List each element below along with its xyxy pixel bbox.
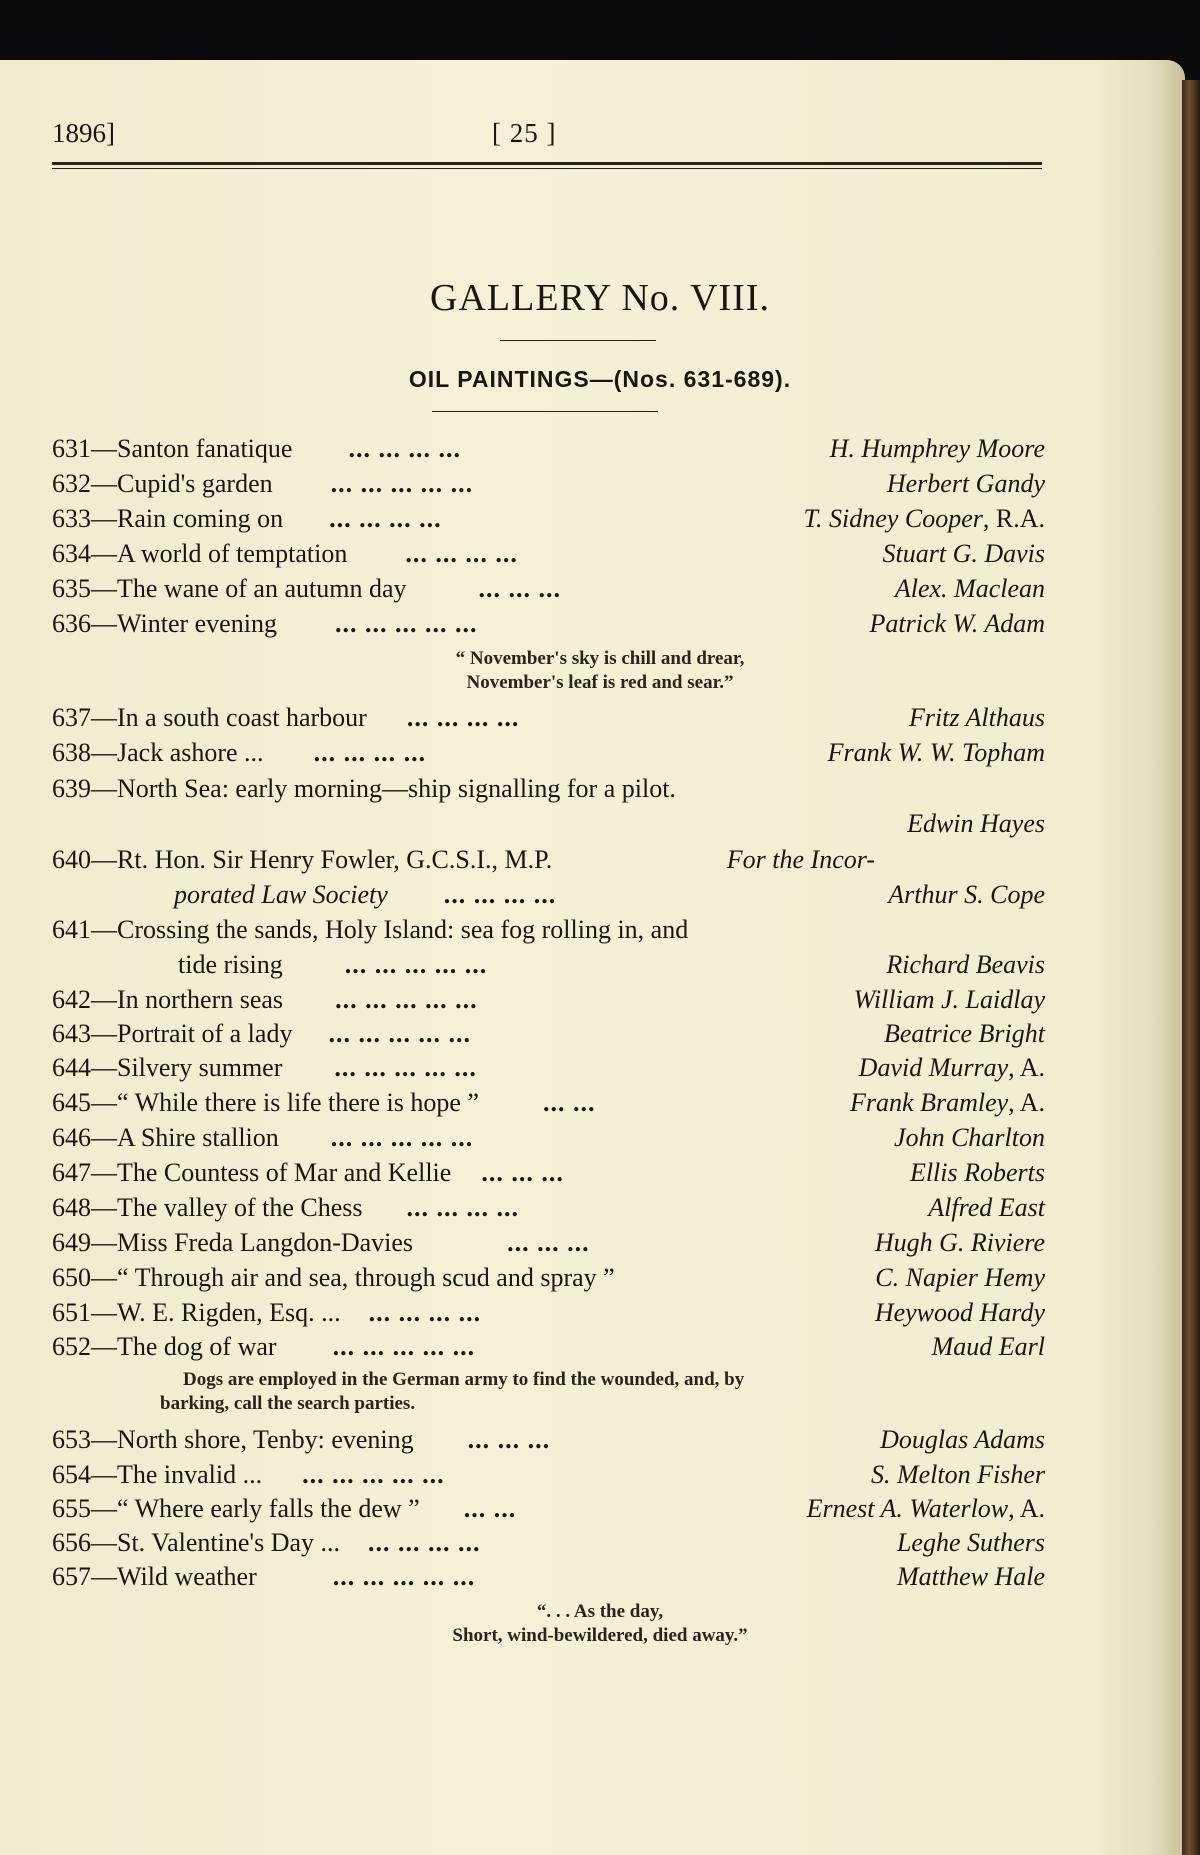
leader-dots: ... ... ... ... ... bbox=[334, 609, 478, 638]
entry-title: 639—North Sea: early morning—ship signalling for a pilot. bbox=[52, 774, 676, 803]
entry-635 bbox=[52, 571, 1045, 607]
entry-655 bbox=[52, 1491, 1045, 1527]
entry-631 bbox=[52, 431, 1045, 467]
artist: S. Melton Fisher bbox=[870, 1460, 1045, 1489]
artist: Arthur S. Cope bbox=[888, 880, 1045, 909]
page-edge bbox=[1182, 80, 1200, 1855]
artist-suffix: , A. bbox=[1008, 1494, 1045, 1523]
artist: C. Napier Hemy bbox=[875, 1263, 1045, 1292]
leader-dots: ... ... ... ... ... bbox=[344, 950, 488, 979]
entry-651 bbox=[52, 1295, 1045, 1331]
entry-title: 646—A Shire stallion bbox=[52, 1123, 279, 1152]
leader-dots: ... ... ... bbox=[481, 1158, 564, 1187]
artist: Beatrice Bright bbox=[883, 1019, 1045, 1048]
leader-dots: ... ... ... ... bbox=[313, 738, 427, 767]
note-line: Dogs are employed in the German army to find the wounded, and, by bbox=[183, 1369, 745, 1390]
entry-643 bbox=[52, 1016, 1045, 1052]
note-652 bbox=[160, 1368, 1020, 1416]
entry-640-cont bbox=[52, 877, 1045, 913]
header-rule-thin bbox=[52, 168, 1042, 169]
entry-638 bbox=[52, 735, 1045, 771]
artist: H. Humphrey Moore bbox=[829, 434, 1045, 463]
entry-title: 649—Miss Freda Langdon-Davies bbox=[52, 1228, 414, 1257]
entry-639 bbox=[52, 771, 1045, 807]
entry-title: 654—The invalid ... bbox=[52, 1460, 263, 1489]
leader-dots: ... ... ... ... bbox=[329, 504, 442, 533]
entry-654 bbox=[52, 1457, 1045, 1493]
leader-dots: ... ... ... ... ... bbox=[330, 1123, 474, 1152]
entry-title: 655—“ Where early falls the dew ” bbox=[52, 1494, 420, 1523]
entry-title: 651—W. E. Rigden, Esq. ... bbox=[52, 1298, 341, 1327]
artist-suffix: , A. bbox=[1008, 1088, 1045, 1117]
entry-title: 633—Rain coming on bbox=[52, 504, 284, 533]
entry-649 bbox=[52, 1225, 1045, 1261]
entry-title: 644—Silvery summer bbox=[52, 1053, 283, 1082]
entry-646 bbox=[52, 1120, 1045, 1156]
leader-dots: ... ... ... bbox=[507, 1228, 590, 1257]
leader-dots: ... ... ... ... bbox=[406, 703, 520, 732]
leader-dots: ... ... ... bbox=[467, 1425, 551, 1454]
entry-637 bbox=[52, 700, 1045, 736]
entry-title: 641—Crossing the sands, Holy Island: sea fog rolling in, and bbox=[52, 915, 689, 944]
artist: Patrick W. Adam bbox=[869, 609, 1045, 638]
artist: Maud Earl bbox=[931, 1332, 1045, 1361]
entry-title: 632—Cupid's garden bbox=[52, 469, 273, 498]
entry-647 bbox=[52, 1155, 1045, 1191]
leader-dots: ... ... ... ... ... bbox=[334, 1053, 477, 1082]
artist: Herbert Gandy bbox=[886, 469, 1045, 498]
entry-title: 645—“ While there is life there is hope ” bbox=[52, 1088, 479, 1117]
entry-title: porated Law Society bbox=[174, 880, 388, 909]
entry-title: 631—Santon fanatique bbox=[52, 434, 293, 463]
header-rule bbox=[52, 162, 1042, 165]
artist: Stuart G. Davis bbox=[882, 539, 1045, 568]
quote-line: Short, wind-bewildered, died away.” bbox=[452, 1625, 748, 1646]
leader-dots: ... ... ... ... ... bbox=[335, 985, 478, 1014]
note-line: barking, call the search parties. bbox=[160, 1393, 416, 1414]
entry-title: 648—The valley of the Chess bbox=[52, 1193, 363, 1222]
artist: Alfred East bbox=[928, 1193, 1045, 1222]
artist-suffix: , A. bbox=[1008, 1053, 1045, 1082]
artist: John Charlton bbox=[894, 1123, 1045, 1152]
entry-640 bbox=[52, 842, 1045, 878]
section-title: OIL PAINTINGS—(Nos. 631-689). bbox=[408, 366, 792, 392]
entry-title: 637—In a south coast harbour bbox=[52, 703, 367, 732]
entry-645 bbox=[52, 1085, 1045, 1121]
entry-657 bbox=[52, 1559, 1045, 1595]
leader-dots: ... ... ... ... bbox=[368, 1528, 481, 1557]
section-rule bbox=[432, 411, 658, 412]
entry-648 bbox=[52, 1190, 1045, 1226]
leader-dots: ... ... ... ... bbox=[348, 434, 461, 463]
artist: Douglas Adams bbox=[880, 1425, 1045, 1454]
entry-636 bbox=[52, 606, 1045, 642]
page-number: [ 25 ] bbox=[492, 118, 557, 148]
entry-653 bbox=[52, 1422, 1045, 1458]
artist: Hugh G. Riviere bbox=[874, 1228, 1045, 1257]
artist: William J. Laidlay bbox=[853, 985, 1045, 1014]
artist: Matthew Hale bbox=[896, 1562, 1045, 1591]
leader-dots: ... ... ... ... ... bbox=[332, 1332, 476, 1361]
entry-title: 638—Jack ashore ... bbox=[52, 738, 264, 767]
quote-636 bbox=[0, 647, 1200, 695]
title-rule bbox=[500, 340, 656, 341]
entry-title: 643—Portrait of a lady bbox=[52, 1019, 293, 1048]
entry-652 bbox=[52, 1329, 1045, 1365]
leader-dots: ... ... ... ... bbox=[406, 1193, 519, 1222]
artist: Leghe Suthers bbox=[896, 1528, 1045, 1557]
entry-634 bbox=[52, 536, 1045, 572]
quote-657 bbox=[0, 1600, 1200, 1648]
entry-title: 642—In northern seas bbox=[52, 985, 284, 1014]
leader-dots: ... ... ... ... ... bbox=[302, 1460, 445, 1489]
entry-641 bbox=[52, 912, 1045, 948]
artist: Alex. Maclean bbox=[894, 574, 1045, 603]
year: 1896] bbox=[52, 118, 115, 148]
quote-line: “. . . As the day, bbox=[536, 1601, 664, 1622]
leader-dots: ... ... ... ... bbox=[368, 1298, 482, 1327]
artist: Ellis Roberts bbox=[909, 1158, 1045, 1187]
entry-title: 650—“ Through air and sea, through scud and spray ” bbox=[52, 1263, 615, 1292]
leader-dots: ... ... ... ... ... bbox=[328, 1019, 471, 1048]
entry-title: tide rising bbox=[178, 950, 283, 979]
gallery-title: GALLERY No. VIII. bbox=[430, 277, 770, 319]
entry-title: 635—The wane of an autumn day bbox=[52, 574, 407, 603]
artist: Fritz Althaus bbox=[908, 703, 1045, 732]
entry-title: 636—Winter evening bbox=[52, 609, 277, 638]
leader-dots: ... ... ... bbox=[478, 574, 562, 603]
running-head bbox=[52, 118, 1042, 158]
leader-dots: ... ... bbox=[542, 1088, 596, 1117]
entry-656 bbox=[52, 1525, 1045, 1561]
entry-650 bbox=[52, 1260, 1045, 1296]
artist: Edwin Hayes bbox=[907, 809, 1045, 838]
entry-title: 652—The dog of war bbox=[52, 1332, 277, 1361]
artist: David Murray bbox=[858, 1053, 1009, 1082]
entry-title: 653—North shore, Tenby: evening bbox=[52, 1425, 414, 1454]
quote-line: November's leaf is red and sear.” bbox=[466, 672, 734, 693]
entry-641-cont bbox=[52, 947, 1045, 983]
quote-line: “ November's sky is chill and drear, bbox=[455, 648, 745, 669]
artist: Richard Beavis bbox=[886, 950, 1045, 979]
artist: Ernest A. Waterlow bbox=[806, 1494, 1009, 1523]
leader-dots: ... ... bbox=[463, 1494, 517, 1523]
artist: Frank W. W. Topham bbox=[827, 738, 1045, 767]
artist: Heywood Hardy bbox=[874, 1298, 1045, 1327]
entry-credit: For the Incor- bbox=[726, 845, 875, 874]
leader-dots: ... ... ... ... bbox=[405, 539, 518, 568]
entry-639-artist bbox=[52, 806, 1045, 842]
entry-title: 647—The Countess of Mar and Kellie bbox=[52, 1158, 452, 1187]
artist: T. Sidney Cooper bbox=[803, 504, 983, 533]
entry-642 bbox=[52, 982, 1045, 1018]
artist: Frank Bramley bbox=[850, 1088, 1009, 1117]
entry-title: 657—Wild weather bbox=[52, 1562, 257, 1591]
entry-title: 640—Rt. Hon. Sir Henry Fowler, G.C.S.I., M.P. bbox=[52, 845, 553, 874]
leader-dots: ... ... ... ... bbox=[443, 880, 557, 909]
entry-644 bbox=[52, 1050, 1045, 1086]
leader-dots: ... ... ... ... ... bbox=[332, 1562, 476, 1591]
entry-632 bbox=[52, 466, 1045, 502]
artist-suffix: , R.A. bbox=[982, 504, 1045, 533]
entry-title: 656—St. Valentine's Day ... bbox=[52, 1528, 341, 1557]
leader-dots: ... ... ... ... ... bbox=[330, 469, 474, 498]
entry-633 bbox=[52, 501, 1045, 537]
entry-title: 634—A world of temptation bbox=[52, 539, 348, 568]
